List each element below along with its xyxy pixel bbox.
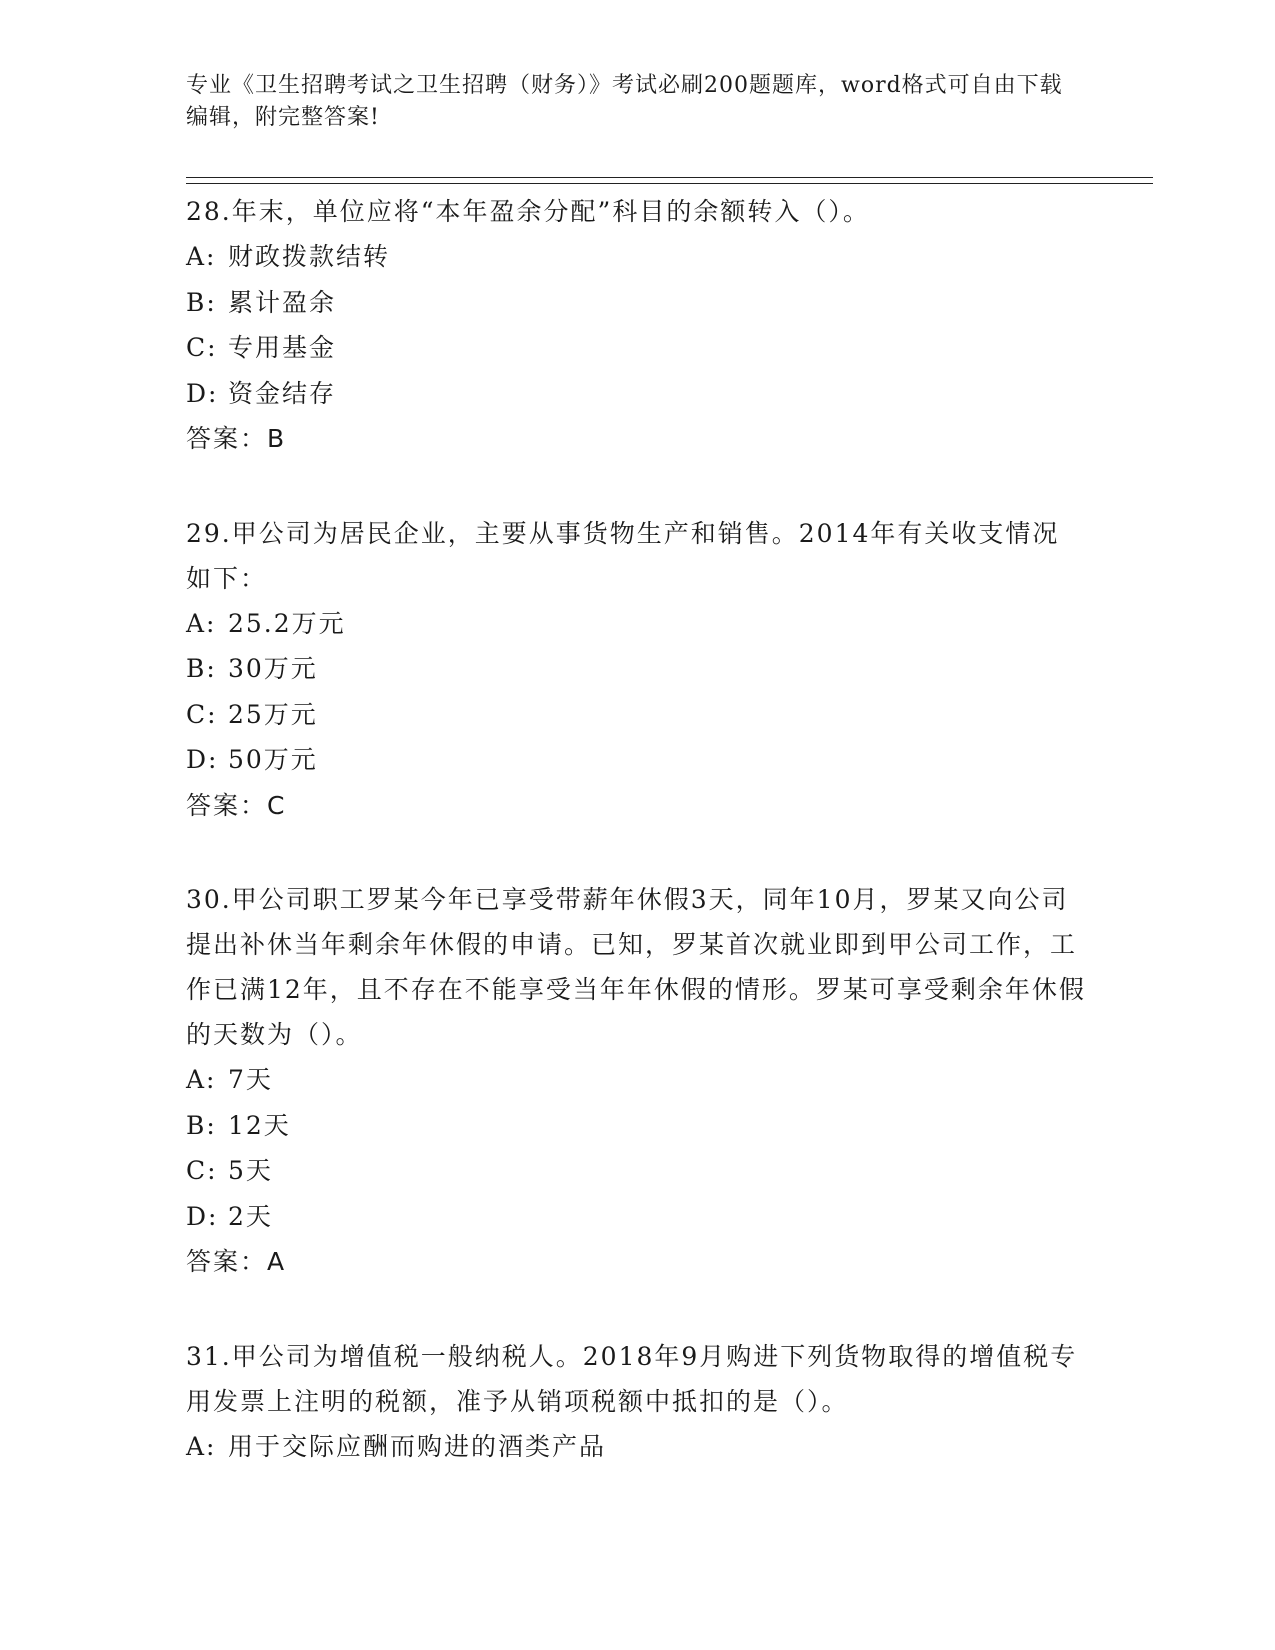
question-stem: 28.年末，单位应将“本年盈余分配”科目的余额转入（）。 — [186, 197, 870, 226]
answer-line: 答案：B — [186, 424, 287, 453]
answer-line: 答案：A — [186, 1247, 287, 1276]
option-key: B: — [186, 1110, 217, 1140]
option-a — [186, 601, 1086, 647]
question-stem: 29.甲公司为居民企业，主要从事货物生产和销售。2014年有关收支情况如下： — [186, 518, 1060, 593]
option-key: D: — [186, 378, 219, 408]
option-d — [186, 1194, 1086, 1240]
option-text: 资金结存 — [228, 378, 337, 408]
option-key: B: — [186, 287, 217, 317]
option-key: D: — [186, 1201, 219, 1231]
option-text: 2天 — [228, 1201, 273, 1231]
question-30 — [186, 877, 1086, 1285]
option-d — [186, 737, 1086, 783]
option-text: 25万元 — [228, 699, 318, 729]
answer-line: 答案：C — [186, 790, 287, 820]
header-divider — [186, 177, 1153, 184]
option-key: B: — [186, 654, 217, 683]
option-b — [186, 1103, 1086, 1149]
option-c — [186, 325, 1086, 371]
option-text: 30万元 — [228, 654, 318, 683]
option-key: D: — [186, 745, 219, 774]
option-a — [186, 234, 1086, 280]
option-a — [186, 1057, 1086, 1103]
option-text: 25.2万元 — [228, 608, 346, 638]
option-text: 7天 — [228, 1065, 273, 1094]
question-31 — [186, 1334, 1086, 1470]
question-stem: 31.甲公司为增值税一般纳税人。2018年9月购进下列货物取得的增值税专用发票上注明的税额，准予从销项税额中抵扣的是（）。 — [186, 1341, 1078, 1416]
question-29 — [186, 511, 1086, 829]
option-text: 专用基金 — [228, 333, 337, 362]
option-a — [186, 1424, 1086, 1470]
option-key: C: — [186, 333, 218, 362]
option-c — [186, 692, 1086, 738]
option-text: 5天 — [228, 1156, 273, 1185]
option-b — [186, 280, 1086, 326]
option-c — [186, 1148, 1086, 1194]
option-text: 累计盈余 — [228, 287, 337, 317]
document-header: 专业《卫生招聘考试之卫生招聘（财务）》考试必刷200题题库，word格式可自由下载编辑，附完整答案! — [186, 73, 1063, 130]
option-text: 财政拨款结转 — [228, 242, 391, 271]
option-text: 12天 — [228, 1110, 291, 1140]
question-list — [186, 189, 1086, 1518]
question-28 — [186, 189, 1086, 462]
option-d — [186, 371, 1086, 417]
option-b — [186, 646, 1086, 692]
option-text: 用于交际应酬而购进的酒类产品 — [228, 1431, 607, 1461]
option-key: A: — [186, 1431, 217, 1461]
option-key: A: — [186, 242, 217, 271]
option-key: A: — [186, 1065, 217, 1094]
option-text: 50万元 — [228, 745, 318, 774]
option-key: C: — [186, 699, 218, 729]
option-key: C: — [186, 1156, 218, 1185]
question-stem: 30.甲公司职工罗某今年已享受带薪年休假3天，同年10月，罗某又向公司提出补休当年剩余年休假的申请。已知，罗某首次就业即到甲公司工作，工作已满12年，且不存在不能享受当年年休假的情形。罗某可享受剩余年休假的天数为（）。 — [186, 885, 1086, 1049]
option-key: A: — [186, 608, 217, 638]
